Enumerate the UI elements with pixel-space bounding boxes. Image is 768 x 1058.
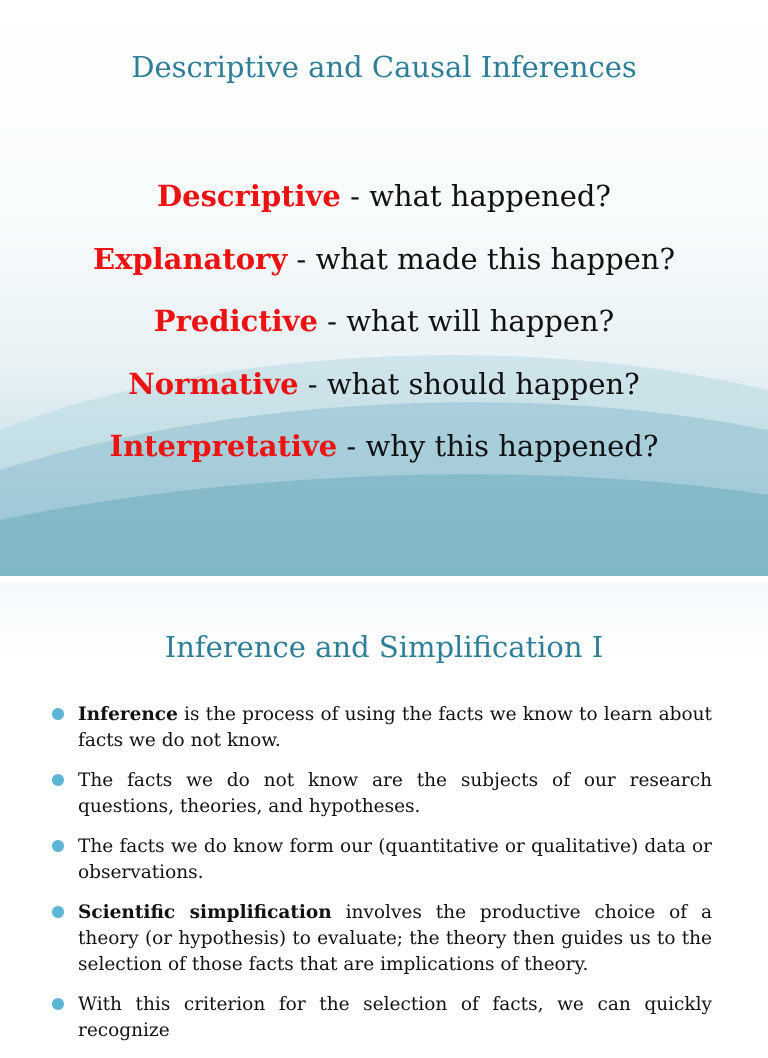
inference-term: Normative [128, 366, 299, 401]
inference-question: - what should happen? [298, 366, 640, 401]
bullet-dot-icon [52, 774, 64, 786]
list-item [52, 768, 712, 820]
inference-term: Explanatory [92, 241, 288, 276]
inference-type-item [0, 362, 768, 425]
slide-1-title: Descriptive and Causal Inferences [131, 50, 637, 84]
inference-question: - what will happen? [317, 304, 615, 338]
inference-question: - why this happened? [337, 429, 659, 463]
bullet-bold-term: Scientific simplification [78, 902, 332, 923]
inference-term: Predictive [153, 304, 318, 338]
bullet-dot-icon [52, 840, 64, 852]
inference-type-item [0, 424, 768, 487]
inference-term: Descriptive [157, 179, 341, 213]
list-item [52, 702, 712, 754]
bullet-dot-icon [52, 906, 64, 918]
bullet-text: is the process of using the facts we know to learn about facts we do not know. [78, 704, 712, 751]
inference-type-item [0, 174, 768, 237]
inference-term: Interpretative [109, 429, 338, 463]
bullet-text: The facts we do know form our (quantitative or qualitative) data or observations. [78, 836, 712, 883]
list-item [52, 834, 712, 886]
bullet-text: With this criterion for the selection of facts, we can quickly recognize [78, 994, 712, 1041]
list-item [52, 900, 712, 978]
inference-question: - what happened? [340, 179, 611, 213]
slide-2-title: Inference and Simplification I [164, 630, 604, 664]
bullet-dot-icon [52, 998, 64, 1010]
inference-question: - what made this happen? [287, 241, 676, 276]
bullet-bold-term: Inference [78, 704, 178, 725]
bullet-list [52, 702, 712, 1058]
inference-type-item [0, 237, 768, 300]
inference-type-item [0, 299, 768, 362]
list-item [52, 992, 712, 1044]
slide-2 [0, 582, 768, 1041]
bullet-text: involves the productive choice of a theory (or hypothesis) to evaluate; the theory then guides us to the selection of those facts that are implications of theory. [78, 902, 712, 975]
bullet-text: The facts we do not know are the subjects of our research questions, theories, and hypotheses. [78, 770, 712, 817]
bullet-dot-icon [52, 708, 64, 720]
inference-type-list [0, 174, 768, 487]
